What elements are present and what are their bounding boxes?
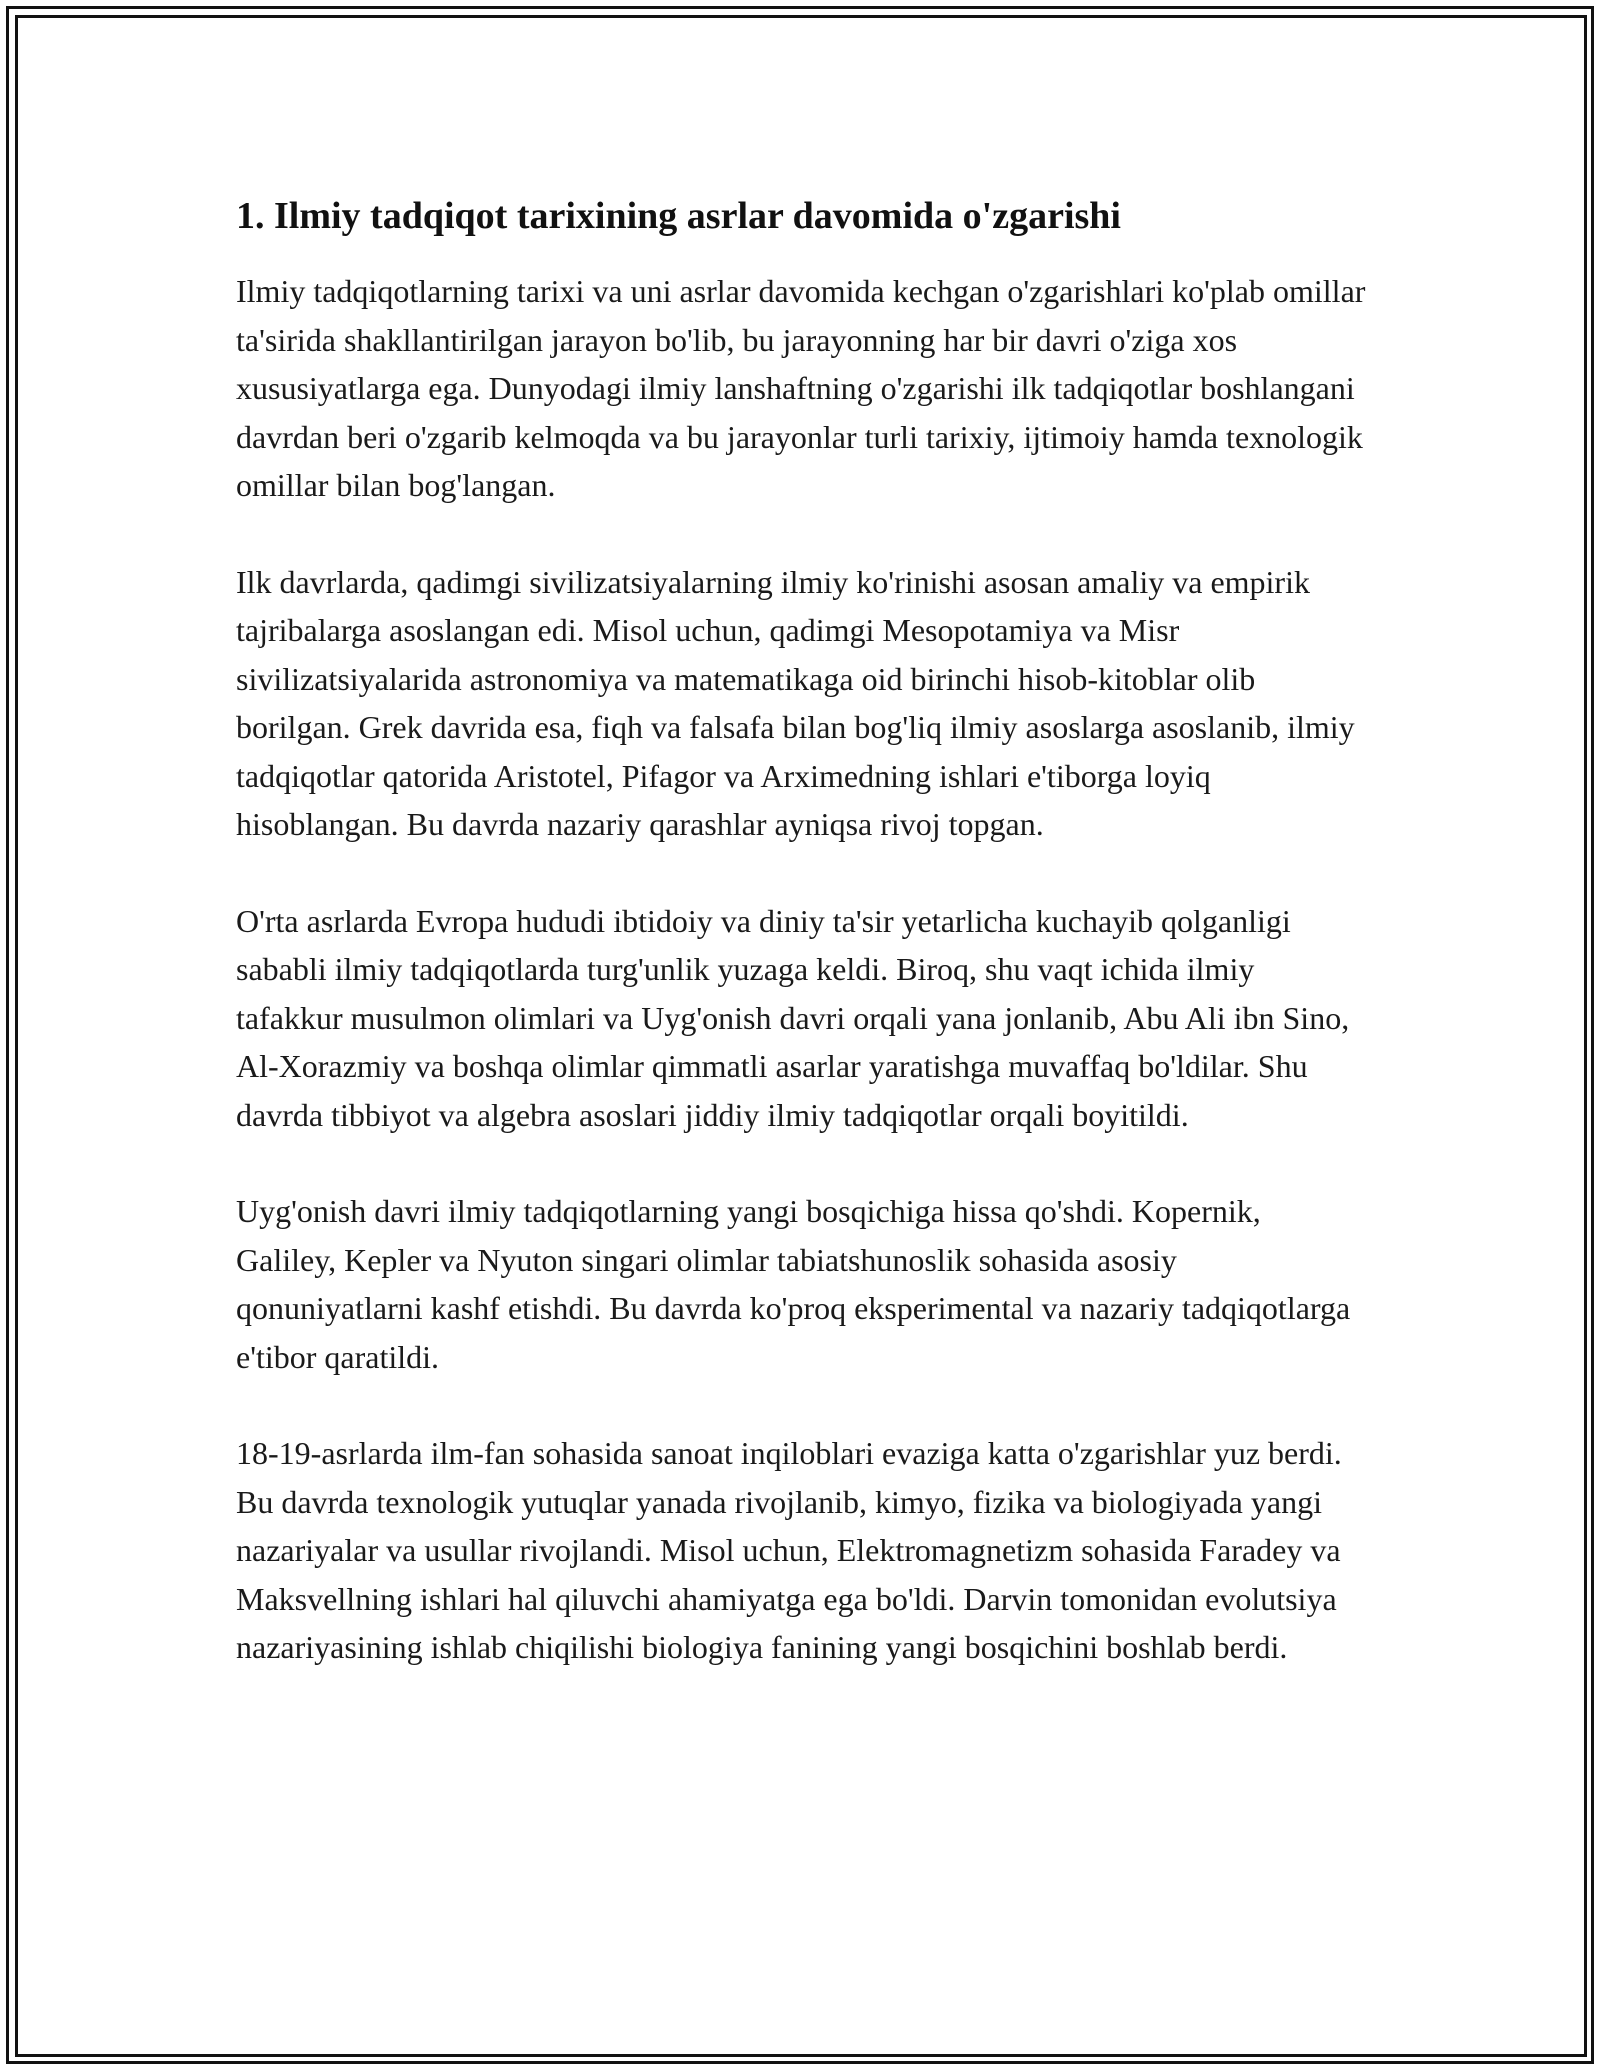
- paragraph-18-19-centuries: 18-19-asrlarda ilm-fan sohasida sanoat inqiloblari evaziga katta o'zgarishlar yuz berdi. Bu davrda texnologik yutuqlar yanada rivojlanib, kimyo, fizika va biologiyada yangi nazariyalar va usullar rivojlandi. Misol uchun, Elektromagnetizm sohasida Faradey va Maksvellning ishlari hal qiluvchi ahamiyatga ega bo'ldi. Darvin tomonidan evolutsiya nazariyasining ishlab chiqilishi biologiya fanining yangi bosqichini boshlab berdi.: [236, 1435, 1342, 1665]
- paragraph-middle-ages: O'rta asrlarda Evropa hududi ibtidoiy va diniy ta'sir yetarlicha kuchayib qolganligi sababli ilmiy tadqiqotlarda turg'unlik yuzaga keldi. Biroq, shu vaqt ichida ilmiy tafakkur musulmon olimlari va Uyg'onish davri orqali yana jonlanib, Abu Ali ibn Sino, Al-Xorazmiy va boshqa olimlar qimmatli asarlar yaratishga muvaffaq bo'ldilar. Shu davrda tibbiyot va algebra asoslari jiddiy ilmiy tadqiqotlar orqali boyitildi.: [236, 902, 1350, 1133]
- document-body: [236, 187, 1366, 1720]
- paragraph-intro: Ilmiy tadqiqotlarning tarixi va uni asrlar davomida kechgan o'zgarishlari ko'plab omillar ta'sirida shakllantirilgan jarayon bo'lib, bu jarayonning har bir davri o'ziga xos xususiyatlarga ega. Dunyodagi ilmiy lanshaftning o'zgarishi ilk tadqiqotlar boshlangani davrdan beri o'zgarib kelmoqda va bu jarayonlar turli tarixiy, ijtimoiy hamda texnologik omillar bilan bog'langan.: [236, 273, 1366, 503]
- section-heading: 1. Ilmiy tadqiqot tarixining asrlar davomida o'zgarishi: [236, 195, 1121, 237]
- paragraph-renaissance: Uyg'onish davri ilmiy tadqiqotlarning yangi bosqichiga hissa qo'shdi. Kopernik, Galiley, Kepler va Nyuton singari olimlar tabiatshunoslik sohasida asosiy qonuniyatlarni kashf etishdi. Bu davrda ko'proq eksperimental va nazariy tadqiqotlarga e'tibor qaratildi.: [236, 1193, 1351, 1375]
- paragraph-ancient-era: Ilk davrlarda, qadimgi sivilizatsiyalarning ilmiy ko'rinishi asosan amaliy va empirik tajribalarga asoslangan edi. Misol uchun, qadimgi Mesopotamiya va Misr sivilizatsiyalarida astronomiya va matematikaga oid birinchi hisob-kitoblar olib borilgan. Grek davrida esa, fiqh va falsafa bilan bog'liq ilmiy asoslarga asoslanib, ilmiy tadqiqotlar qatorida Aristotel, Pifagor va Arximedning ishlari e'tiborga loyiq hisoblangan. Bu davrda nazariy qarashlar ayniqsa rivoj topgan.: [236, 563, 1355, 842]
